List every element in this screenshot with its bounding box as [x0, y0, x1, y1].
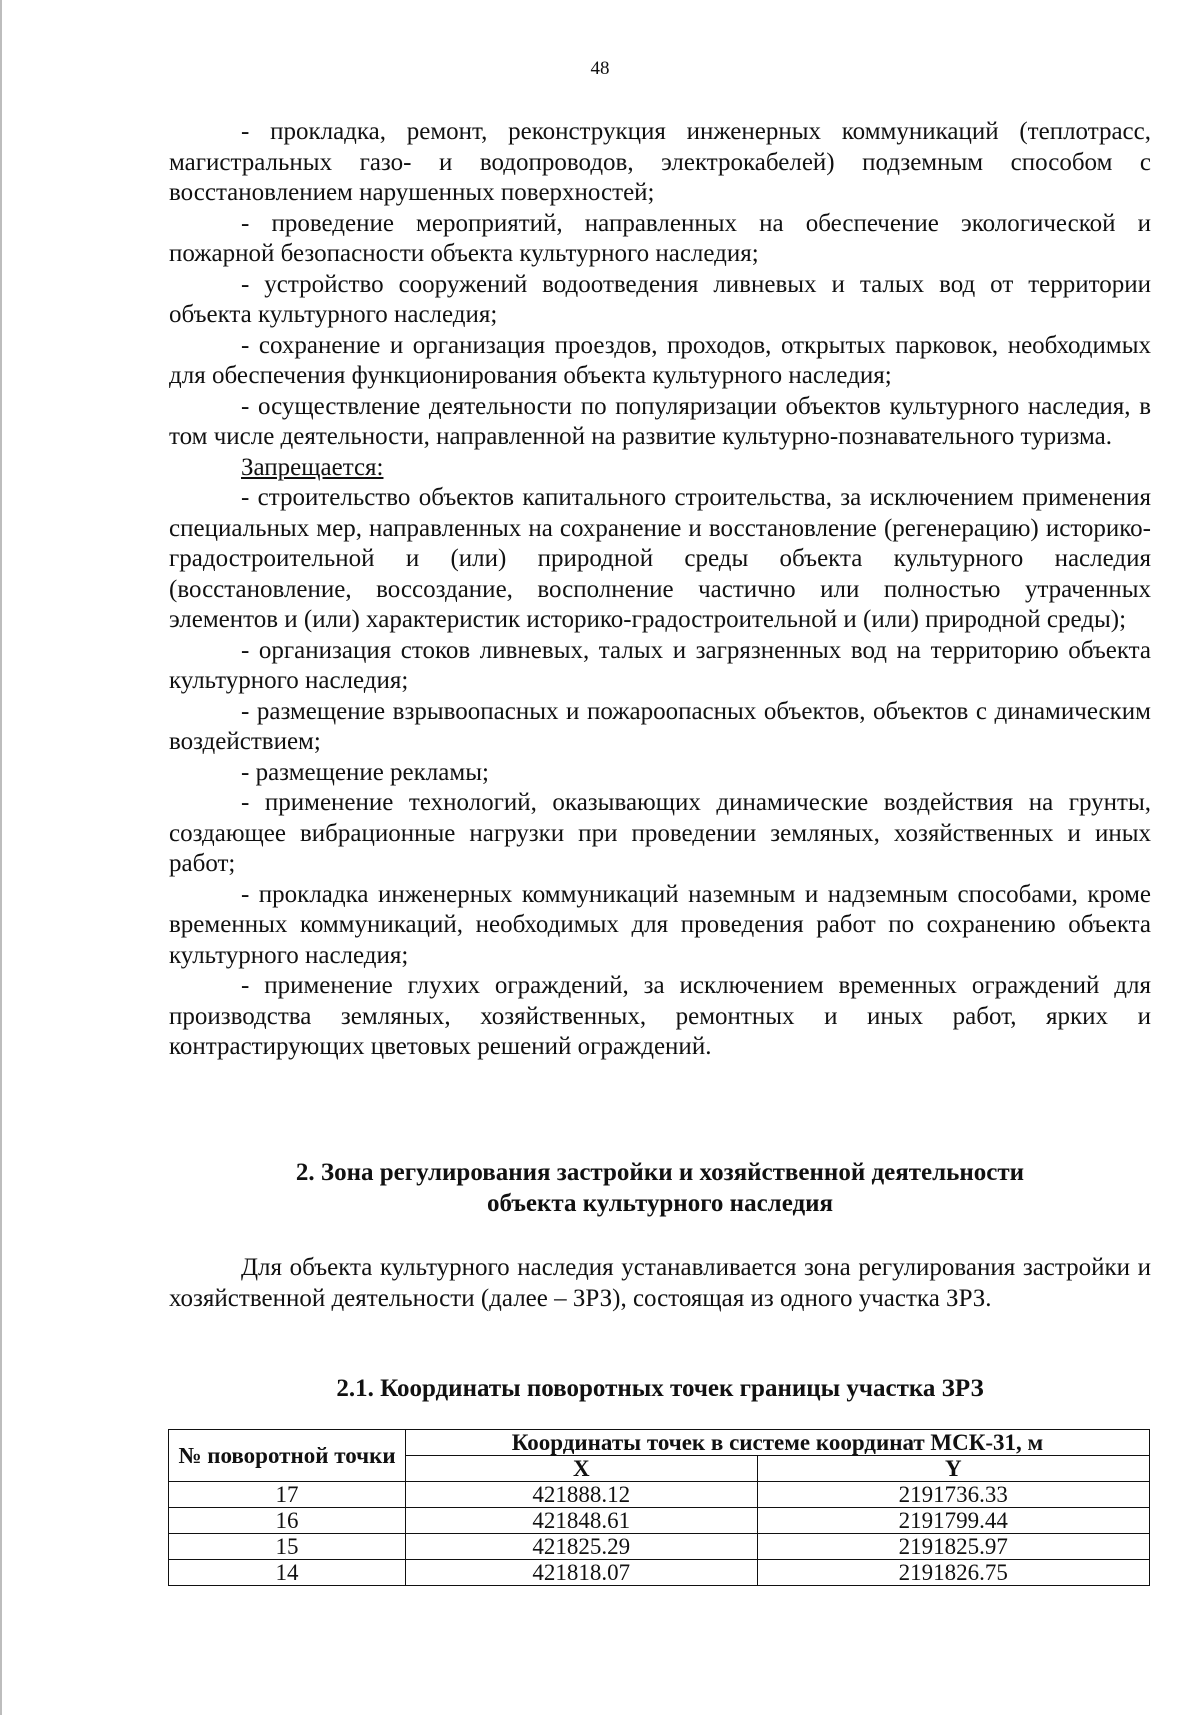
cell-x: 421825.29	[406, 1534, 758, 1560]
cell-x: 421888.12	[406, 1482, 758, 1508]
table-row	[169, 1534, 1150, 1560]
paragraph-prohibited: - прокладка инженерных коммуникаций наземным и надземным способами, кроме временных коммуникаций, необходимых для проведения работ по сохранению объекта культурного наследия;	[169, 880, 1151, 969]
table-header-row	[169, 1430, 1150, 1456]
paragraph-prohibited: - применение глухих ограждений, за исключением временных ограждений для производства земляных, хозяйственных, ремонтных и иных работ, ярких и контрастирующих цветовых решений ограждений.	[169, 972, 1151, 1060]
header-point-number: № поворотной точки	[169, 1430, 406, 1482]
cell-x: 421818.07	[406, 1560, 758, 1586]
section-heading	[169, 1158, 1151, 1219]
cell-x: 421848.61	[406, 1508, 758, 1534]
paragraph-allowed: - устройство сооружений водоотведения ливневых и талых вод от территории объекта культурного наследия;	[169, 270, 1151, 328]
paragraph-prohibited: - размещение рекламы;	[241, 758, 489, 786]
paragraph-prohibited: - размещение взрывоопасных и пожароопасных объектов, объектов с динамическим воздействием;	[169, 697, 1151, 755]
subsection-heading: 2.1. Координаты поворотных точек границы участка ЗРЗ	[336, 1375, 984, 1402]
header-y: Y	[757, 1456, 1150, 1482]
prohibited-heading: Запрещается:	[241, 453, 384, 481]
header-x: X	[406, 1456, 758, 1482]
header-coordinates: Координаты точек в системе координат МСК-31, м	[406, 1430, 1150, 1456]
cell-point: 17	[169, 1482, 406, 1508]
paragraph-allowed: - проведение мероприятий, направленных на обеспечение экологической и пожарной безопасности объекта культурного наследия;	[169, 209, 1151, 267]
page-number: 48	[590, 58, 610, 79]
table-row	[169, 1508, 1150, 1534]
cell-point: 15	[169, 1534, 406, 1560]
paragraph-prohibited: - строительство объектов капитального строительства, за исключением применения специальных мер, направленных на сохранение и восстановление (регенерацию) историко-градостроительной и (или) природной среды объекта культурного наследия (восстановление, воссоздание, восполнение частично или полностью утраченных элементов и (или) характеристик историко-градостроительной и (или) природной среды);	[169, 484, 1151, 633]
cell-y: 2191825.97	[757, 1534, 1150, 1560]
intro-text: Для объекта культурного наследия устанавливается зона регулирования застройки и хозяйственной деятельности (далее – ЗРЗ), состоящая из одного участка ЗРЗ.	[169, 1254, 1151, 1312]
coordinates-table	[168, 1429, 1150, 1586]
cell-point: 14	[169, 1560, 406, 1586]
paragraph-prohibited: - организация стоков ливневых, талых и загрязненных вод на территорию объекта культурного наследия;	[169, 636, 1151, 694]
section-heading-line: объекта культурного наследия	[486, 1189, 834, 1217]
table-row	[169, 1560, 1150, 1586]
cell-point: 16	[169, 1508, 406, 1534]
page-edge	[0, 0, 2, 1715]
cell-y: 2191799.44	[757, 1508, 1150, 1534]
paragraph-allowed: - сохранение и организация проездов, проходов, открытых парковок, необходимых для обеспечения функционирования объекта культурного наследия;	[169, 331, 1151, 389]
section-heading-line: 2. Зона регулирования застройки и хозяйственной деятельности	[295, 1159, 1025, 1186]
paragraph-allowed: - осуществление деятельности по популяризации объектов культурного наследия, в том числе деятельности, направленной на развитие культурно-познавательного туризма.	[169, 392, 1151, 450]
document-body	[169, 117, 1151, 1063]
paragraph-allowed: - прокладка, ремонт, реконструкция инженерных коммуникаций (теплотрасс, магистральных газо- и водопроводов, электрокабелей) подземным способом с восстановлением нарушенных поверхностей;	[169, 118, 1151, 206]
table-row	[169, 1482, 1150, 1508]
paragraph-prohibited: - применение технологий, оказывающих динамические воздействия на грунты, создающее вибрационные нагрузки при проведении земляных, хозяйственных и иных работ;	[169, 789, 1151, 877]
intro-paragraph	[169, 1253, 1151, 1314]
cell-y: 2191826.75	[757, 1560, 1150, 1586]
cell-y: 2191736.33	[757, 1482, 1150, 1508]
